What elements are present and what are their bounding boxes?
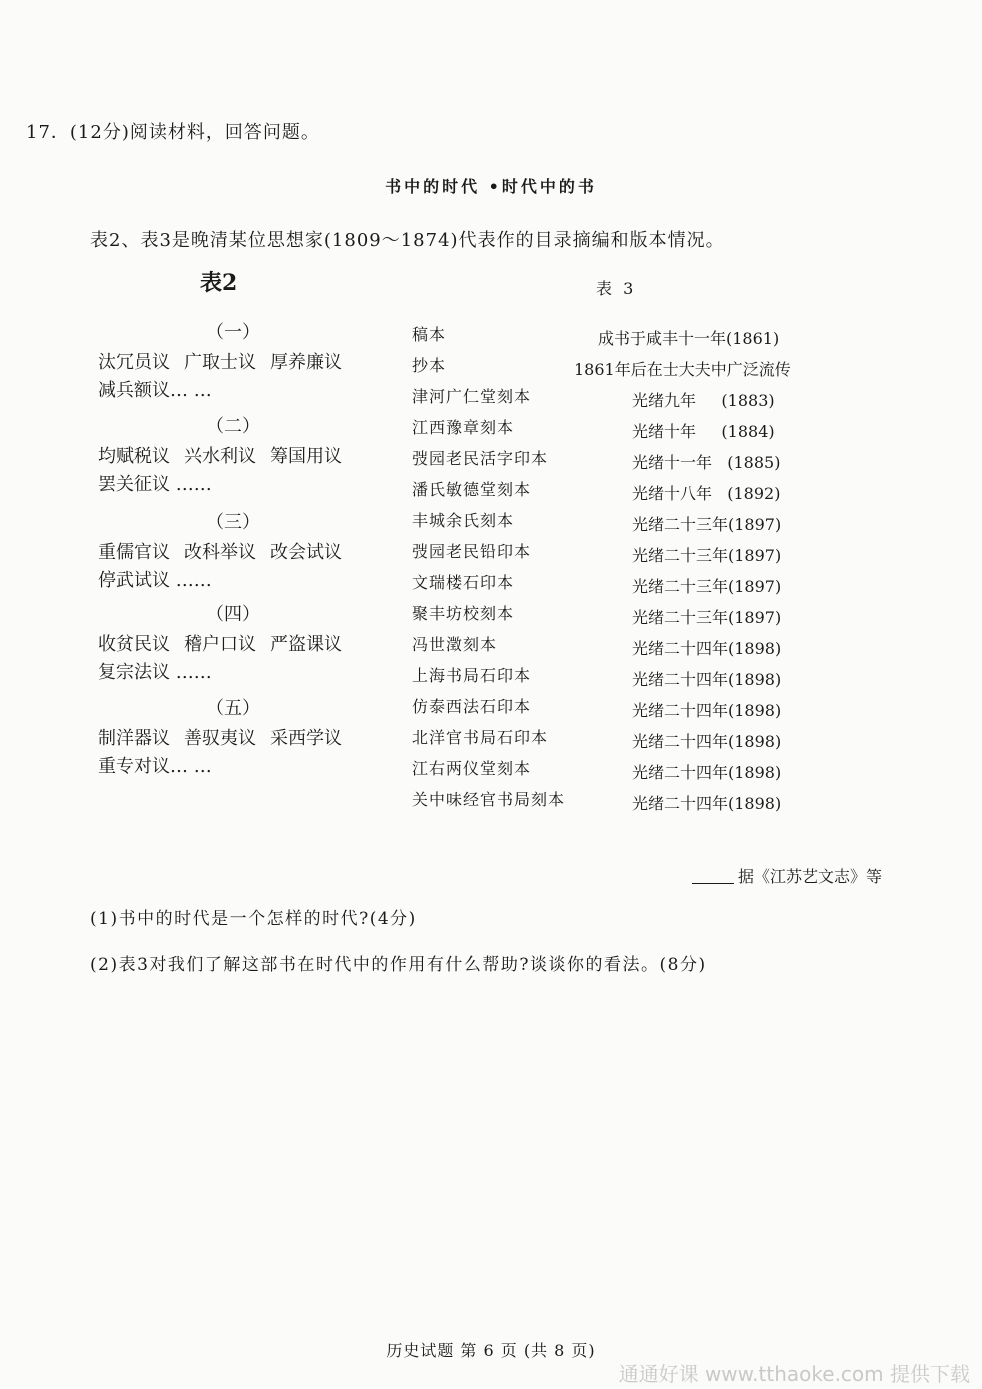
table2-section-line2: 罢关征议 …… [98,474,212,495]
table2-item: 广取士议 [184,352,256,373]
table3-edition-name: 抄本 [412,356,447,375]
table2-section-line1 [98,442,356,468]
table3-edition-name: 冯世澂刻本 [412,635,498,654]
page-footer: 历史试题 第 6 页 (共 8 页) [386,1341,596,1360]
table2-item: 改科举议 [184,542,256,563]
table2-title: 表2 [200,270,238,296]
question-1: (1)书中的时代是一个怎样的时代?(4分) [90,909,417,929]
source-note [692,864,882,887]
table2-item: 均赋税议 [98,446,170,467]
table2-section-heading: （五） [206,698,260,719]
table3-edition-name: 上海书局石印本 [412,666,532,685]
table3-edition-name: 北洋官书局石印本 [412,728,549,747]
source-text: 据《江苏艺文志》等 [738,867,883,886]
table3-edition-date: 光绪十一年 (1885) [632,453,781,472]
table3-edition-date: 光绪十年 (1884) [632,422,775,441]
table2-item: 严盗课议 [270,634,342,655]
table3-edition-date: 光绪二十三年(1897) [632,577,782,596]
source-rule [692,883,734,884]
table3-edition-name: 丰城余氏刻本 [412,511,515,530]
watermark: 通通好课 www.tthaoke.com 提供下载 [618,1362,970,1386]
table2-section-line1 [98,630,356,656]
table2-section-line1 [98,724,356,750]
table2-item: 制洋器议 [98,728,170,749]
table3-edition-name: 文瑞楼石印本 [412,573,515,592]
table3-edition-date: 光绪二十四年(1898) [632,794,782,813]
table2-item: 厚养廉议 [270,352,342,373]
table3-edition-name: 关中味经官书局刻本 [412,790,566,809]
table3-edition-name: 稿本 [412,325,447,344]
table3-edition-date: 光绪二十四年(1898) [632,639,782,658]
table3-edition-name: 潘氏敏德堂刻本 [412,480,532,499]
table3-edition-date: 成书于咸丰十一年(1861) [598,329,780,348]
table3-edition-name: 津河广仁堂刻本 [412,387,532,406]
table3-edition-date: 光绪二十四年(1898) [632,763,782,782]
table2-section-heading: （一） [206,322,260,343]
table3-edition-date: 光绪十八年 (1892) [632,484,781,503]
table3-edition-date: 光绪九年 (1883) [632,391,775,410]
table3-edition-name: 江右两仪堂刻本 [412,759,532,778]
question-header: 17．(12分)阅读材料，回答问题。 [26,122,320,143]
table3-edition-name: 聚丰坊校刻本 [412,604,515,623]
table2-item: 筹国用议 [270,446,342,467]
table3-edition-date: 光绪二十三年(1897) [632,546,782,565]
material-title: 书中的时代 •时代中的书 [385,177,597,196]
table2-section-line2: 减兵额议… … [98,380,212,401]
question-2: (2)表3对我们了解这部书在时代中的作用有什么帮助?谈谈你的看法。(8分) [90,955,707,975]
table2-section-line2: 重专对议… … [98,756,212,777]
table3-edition-date: 光绪二十四年(1898) [632,670,782,689]
table2-item: 兴水利议 [184,446,256,467]
table2-item: 重儒官议 [98,542,170,563]
table2-item: 稽户口议 [184,634,256,655]
material-intro: 表2、表3是晚清某位思想家(1809～1874)代表作的目录摘编和版本情况。 [90,230,725,251]
table2-item: 改会试议 [270,542,342,563]
table2-item: 汰冗员议 [98,352,170,373]
table2-section-line1 [98,348,356,374]
table2-item: 善驭夷议 [184,728,256,749]
table3-edition-name: 弢园老民铅印本 [412,542,532,561]
table3-edition-date: 1861年后在士大夫中广泛流传 [574,360,791,379]
table3-edition-name: 仿泰西法石印本 [412,697,532,716]
table2-section-heading: （三） [206,512,260,533]
table2-item: 收贫民议 [98,634,170,655]
table3-edition-name: 江西豫章刻本 [412,418,515,437]
table2-section-heading: （四） [206,604,260,625]
table2-section-line1 [98,538,356,564]
table3-edition-date: 光绪二十三年(1897) [632,608,782,627]
table2-section-line2: 复宗法议 …… [98,662,212,683]
table3-edition-date: 光绪二十四年(1898) [632,701,782,720]
table3-edition-name: 弢园老民活字印本 [412,449,549,468]
table3-edition-date: 光绪二十四年(1898) [632,732,782,751]
table2-section-line2: 停武试议 …… [98,570,212,591]
table2-item: 采西学议 [270,728,342,749]
table2-section-heading: （二） [206,416,260,437]
table3-title: 表 3 [596,279,637,298]
table3-edition-date: 光绪二十三年(1897) [632,515,782,534]
